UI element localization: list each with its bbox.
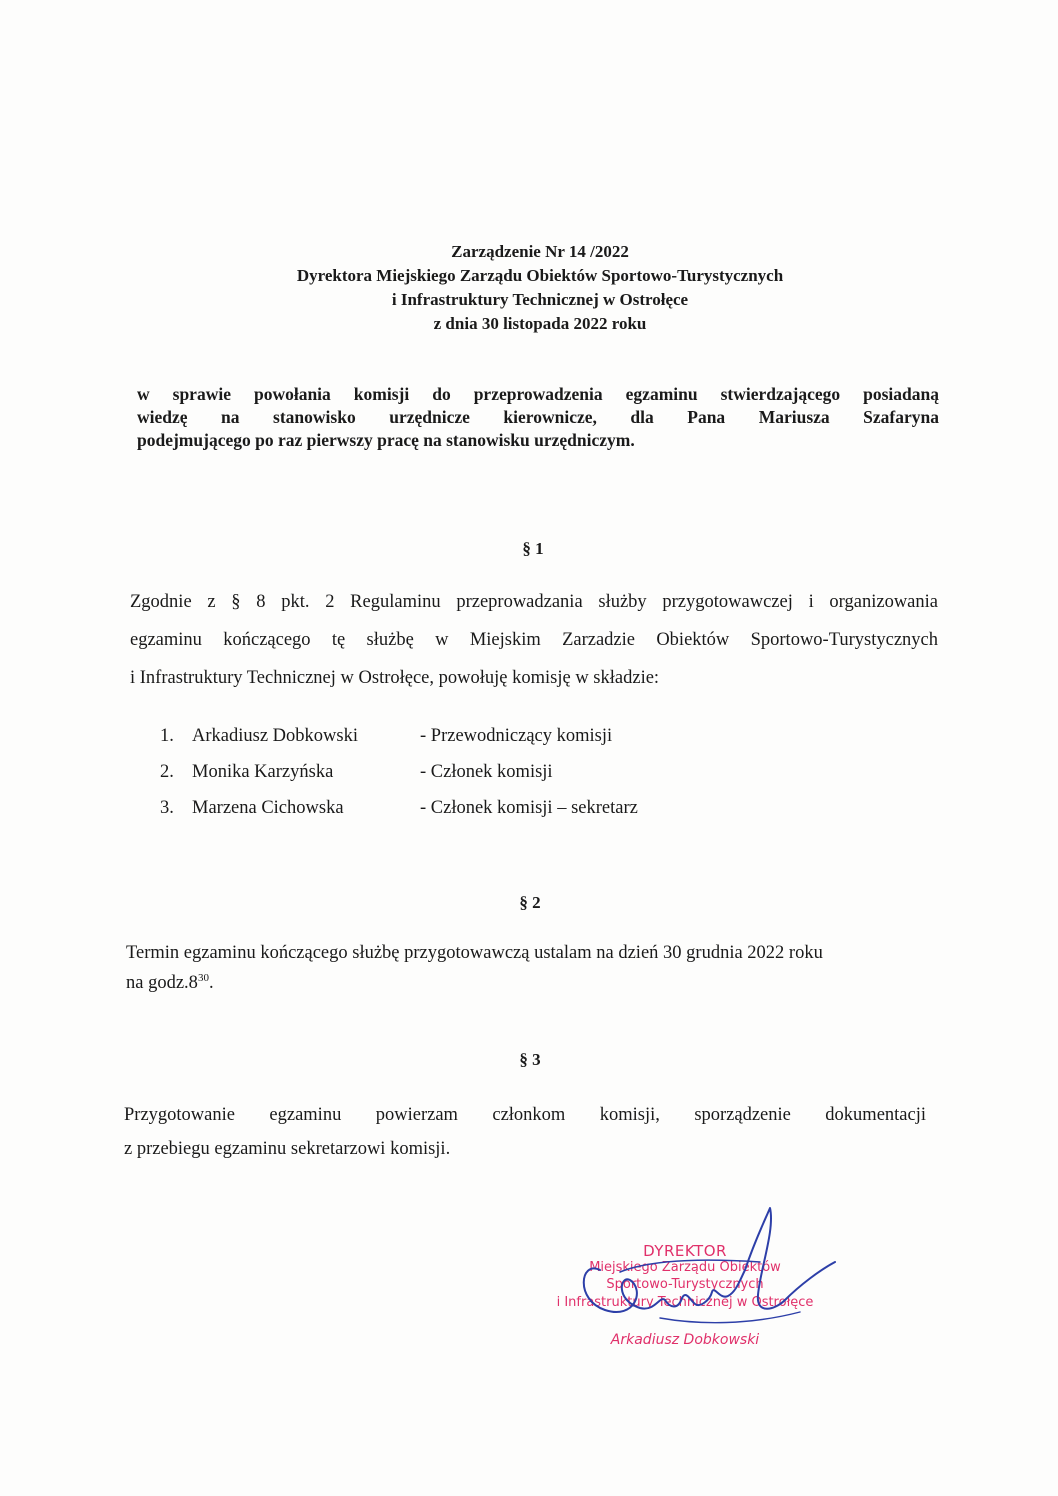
document-header [180, 240, 900, 336]
section-2-text [126, 938, 934, 998]
member-name: Arkadiusz Dobkowski [192, 726, 358, 746]
list-item [160, 798, 700, 834]
paragraph-line: i Infrastruktury Technicznej w Ostrołęce, powołuję komisję w składzie: [130, 668, 660, 688]
stamp-name: Arkadiusz Dobkowski [610, 1332, 760, 1348]
exam-time-period: . [208, 973, 214, 993]
list-item [160, 762, 700, 798]
stamp-title: DYREKTOR [643, 1242, 727, 1260]
member-role: - Przewodniczący komisji [420, 726, 613, 746]
paragraph-line: egzaminu kończącego tę służbę w Miejskim Zarzadzie Obiektów Sportowo-Turystycznych [130, 630, 938, 650]
issuer-line-continued: i Infrastruktury Technicznej w Ostrołęce [391, 290, 689, 309]
paragraph-line: Zgodnie z § 8 pkt. 2 Regulaminu przeprowadzania służby przygotowawczej i organizowania [130, 592, 938, 612]
member-role: - Członek komisji [420, 762, 553, 782]
ordinance-number: Zarządzenie Nr 14 /2022 [451, 242, 629, 261]
section-1-text [130, 583, 938, 697]
ordinance-subject [137, 383, 939, 452]
section-2-mark: § 2 [519, 893, 541, 912]
member-name: Marzena Cichowska [192, 798, 344, 818]
issuer-line: Dyrektora Miejskiego Zarządu Obiektów Sportowo-Turystycznych [296, 266, 784, 285]
stamp-line: Miejskiego Zarządu Obiektów [589, 1260, 781, 1275]
section-3-text [124, 1098, 926, 1166]
subject-line: wiedzę na stanowisko urzędnicze kierownicze, dla Pana Mariusza Szafaryna [137, 407, 939, 427]
paragraph-line: z przebiegu egzaminu sekretarzowi komisji. [124, 1139, 451, 1159]
member-number: 3. [160, 798, 174, 818]
stamp-line: i Infrastruktury Technicznej w Ostrołęce [556, 1295, 814, 1310]
paragraph-line: Przygotowanie egzaminu powierzam członkom komisji, sporządzenie dokumentacji [124, 1105, 926, 1125]
section-3-mark: § 3 [519, 1050, 541, 1069]
list-item [160, 726, 700, 762]
member-number: 1. [160, 726, 174, 746]
member-name: Monika Karzyńska [192, 762, 334, 782]
section-1-mark: § 1 [522, 539, 544, 558]
stamp-line: Sportowo-Turystycznych [606, 1277, 764, 1292]
handwritten-signature [560, 1200, 840, 1350]
commission-member-list [160, 726, 700, 834]
ordinance-date: z dnia 30 listopada 2022 roku [433, 314, 647, 333]
subject-line: w sprawie powołania komisji do przeprowadzenia egzaminu stwierdzającego posiadaną [137, 384, 939, 404]
exam-time-minutes: 30 [197, 971, 209, 984]
exam-time-text: na godz.8 [126, 973, 198, 993]
paragraph-line: Termin egzaminu kończącego służbę przygotowawczą ustalam na dzień 30 grudnia 2022 roku [126, 943, 823, 963]
member-role: - Członek komisji – sekretarz [420, 798, 638, 818]
member-number: 2. [160, 762, 174, 782]
paragraph-line [126, 968, 934, 998]
subject-line: podejmującego po raz pierwszy pracę na stanowisku urzędniczym. [137, 430, 635, 450]
